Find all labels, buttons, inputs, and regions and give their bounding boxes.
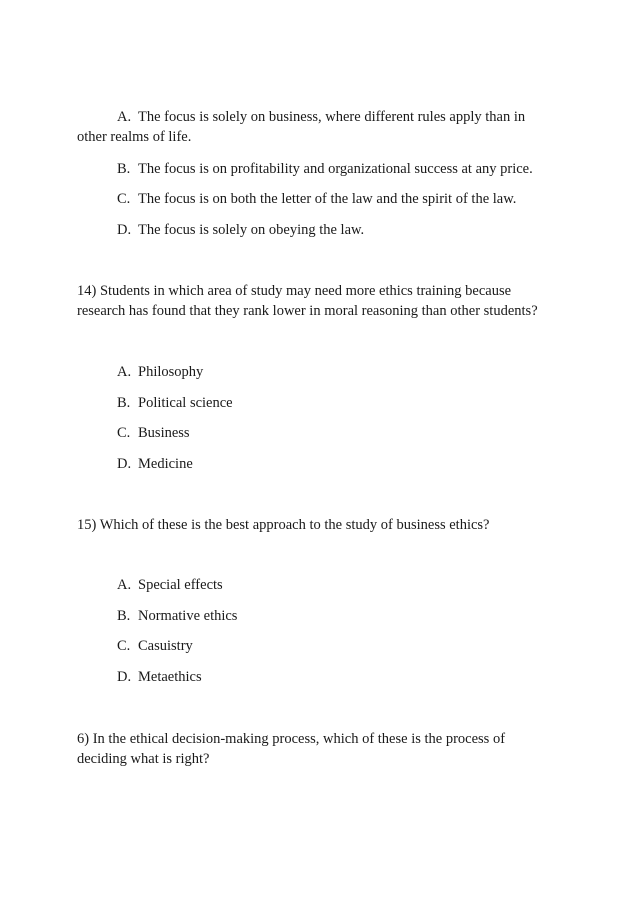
option-letter: C. xyxy=(117,425,131,441)
q15-option-c xyxy=(117,637,193,655)
option-letter: A. xyxy=(117,109,132,125)
option-letter: D. xyxy=(117,222,132,238)
option-a-line2: other realms of life. xyxy=(77,129,192,145)
q14-text-line1: 14) Students in which area of study may need more ethics training because xyxy=(77,283,512,299)
option-letter: B. xyxy=(117,395,131,411)
option-letter: C. xyxy=(117,638,131,654)
option-text: Metaethics xyxy=(138,669,202,685)
option-letter: D. xyxy=(117,669,132,685)
option-b xyxy=(117,160,533,178)
option-text: Special effects xyxy=(138,577,223,593)
option-text: The focus is on profitability and organizational success at any price. xyxy=(138,161,533,177)
option-text: Casuistry xyxy=(138,638,193,654)
option-d xyxy=(117,221,364,239)
option-text: The focus is solely on obeying the law. xyxy=(138,222,365,238)
option-text: Business xyxy=(138,425,190,441)
q14-text-line2: research has found that they rank lower in moral reasoning than other students? xyxy=(77,303,538,319)
option-letter: A. xyxy=(117,577,132,593)
option-letter: A. xyxy=(117,364,132,380)
option-letter: C. xyxy=(117,191,131,207)
option-text: Normative ethics xyxy=(138,608,238,624)
q14-option-c xyxy=(117,424,190,442)
q14-option-d xyxy=(117,455,193,473)
option-text: Medicine xyxy=(138,456,193,472)
option-letter: B. xyxy=(117,161,131,177)
q15-option-d xyxy=(117,668,202,686)
q6-text-line2: deciding what is right? xyxy=(77,751,210,767)
option-text: The focus is on both the letter of the law and the spirit of the law. xyxy=(138,191,517,207)
q15-option-b xyxy=(117,607,237,625)
option-text: Philosophy xyxy=(138,364,204,380)
option-a-line1 xyxy=(117,108,525,126)
option-letter: B. xyxy=(117,608,131,624)
q15-option-a xyxy=(117,576,223,594)
option-text: Political science xyxy=(138,395,233,411)
q6-text-line1: 6) In the ethical decision-making process, which of these is the process of xyxy=(77,731,506,747)
option-text: The focus is solely on business, where different rules apply than in xyxy=(138,109,526,125)
option-letter: D. xyxy=(117,456,132,472)
q15-text-line1: 15) Which of these is the best approach to the study of business ethics? xyxy=(77,517,490,533)
q14-option-b xyxy=(117,394,233,412)
option-c xyxy=(117,190,516,208)
q14-option-a xyxy=(117,363,203,381)
